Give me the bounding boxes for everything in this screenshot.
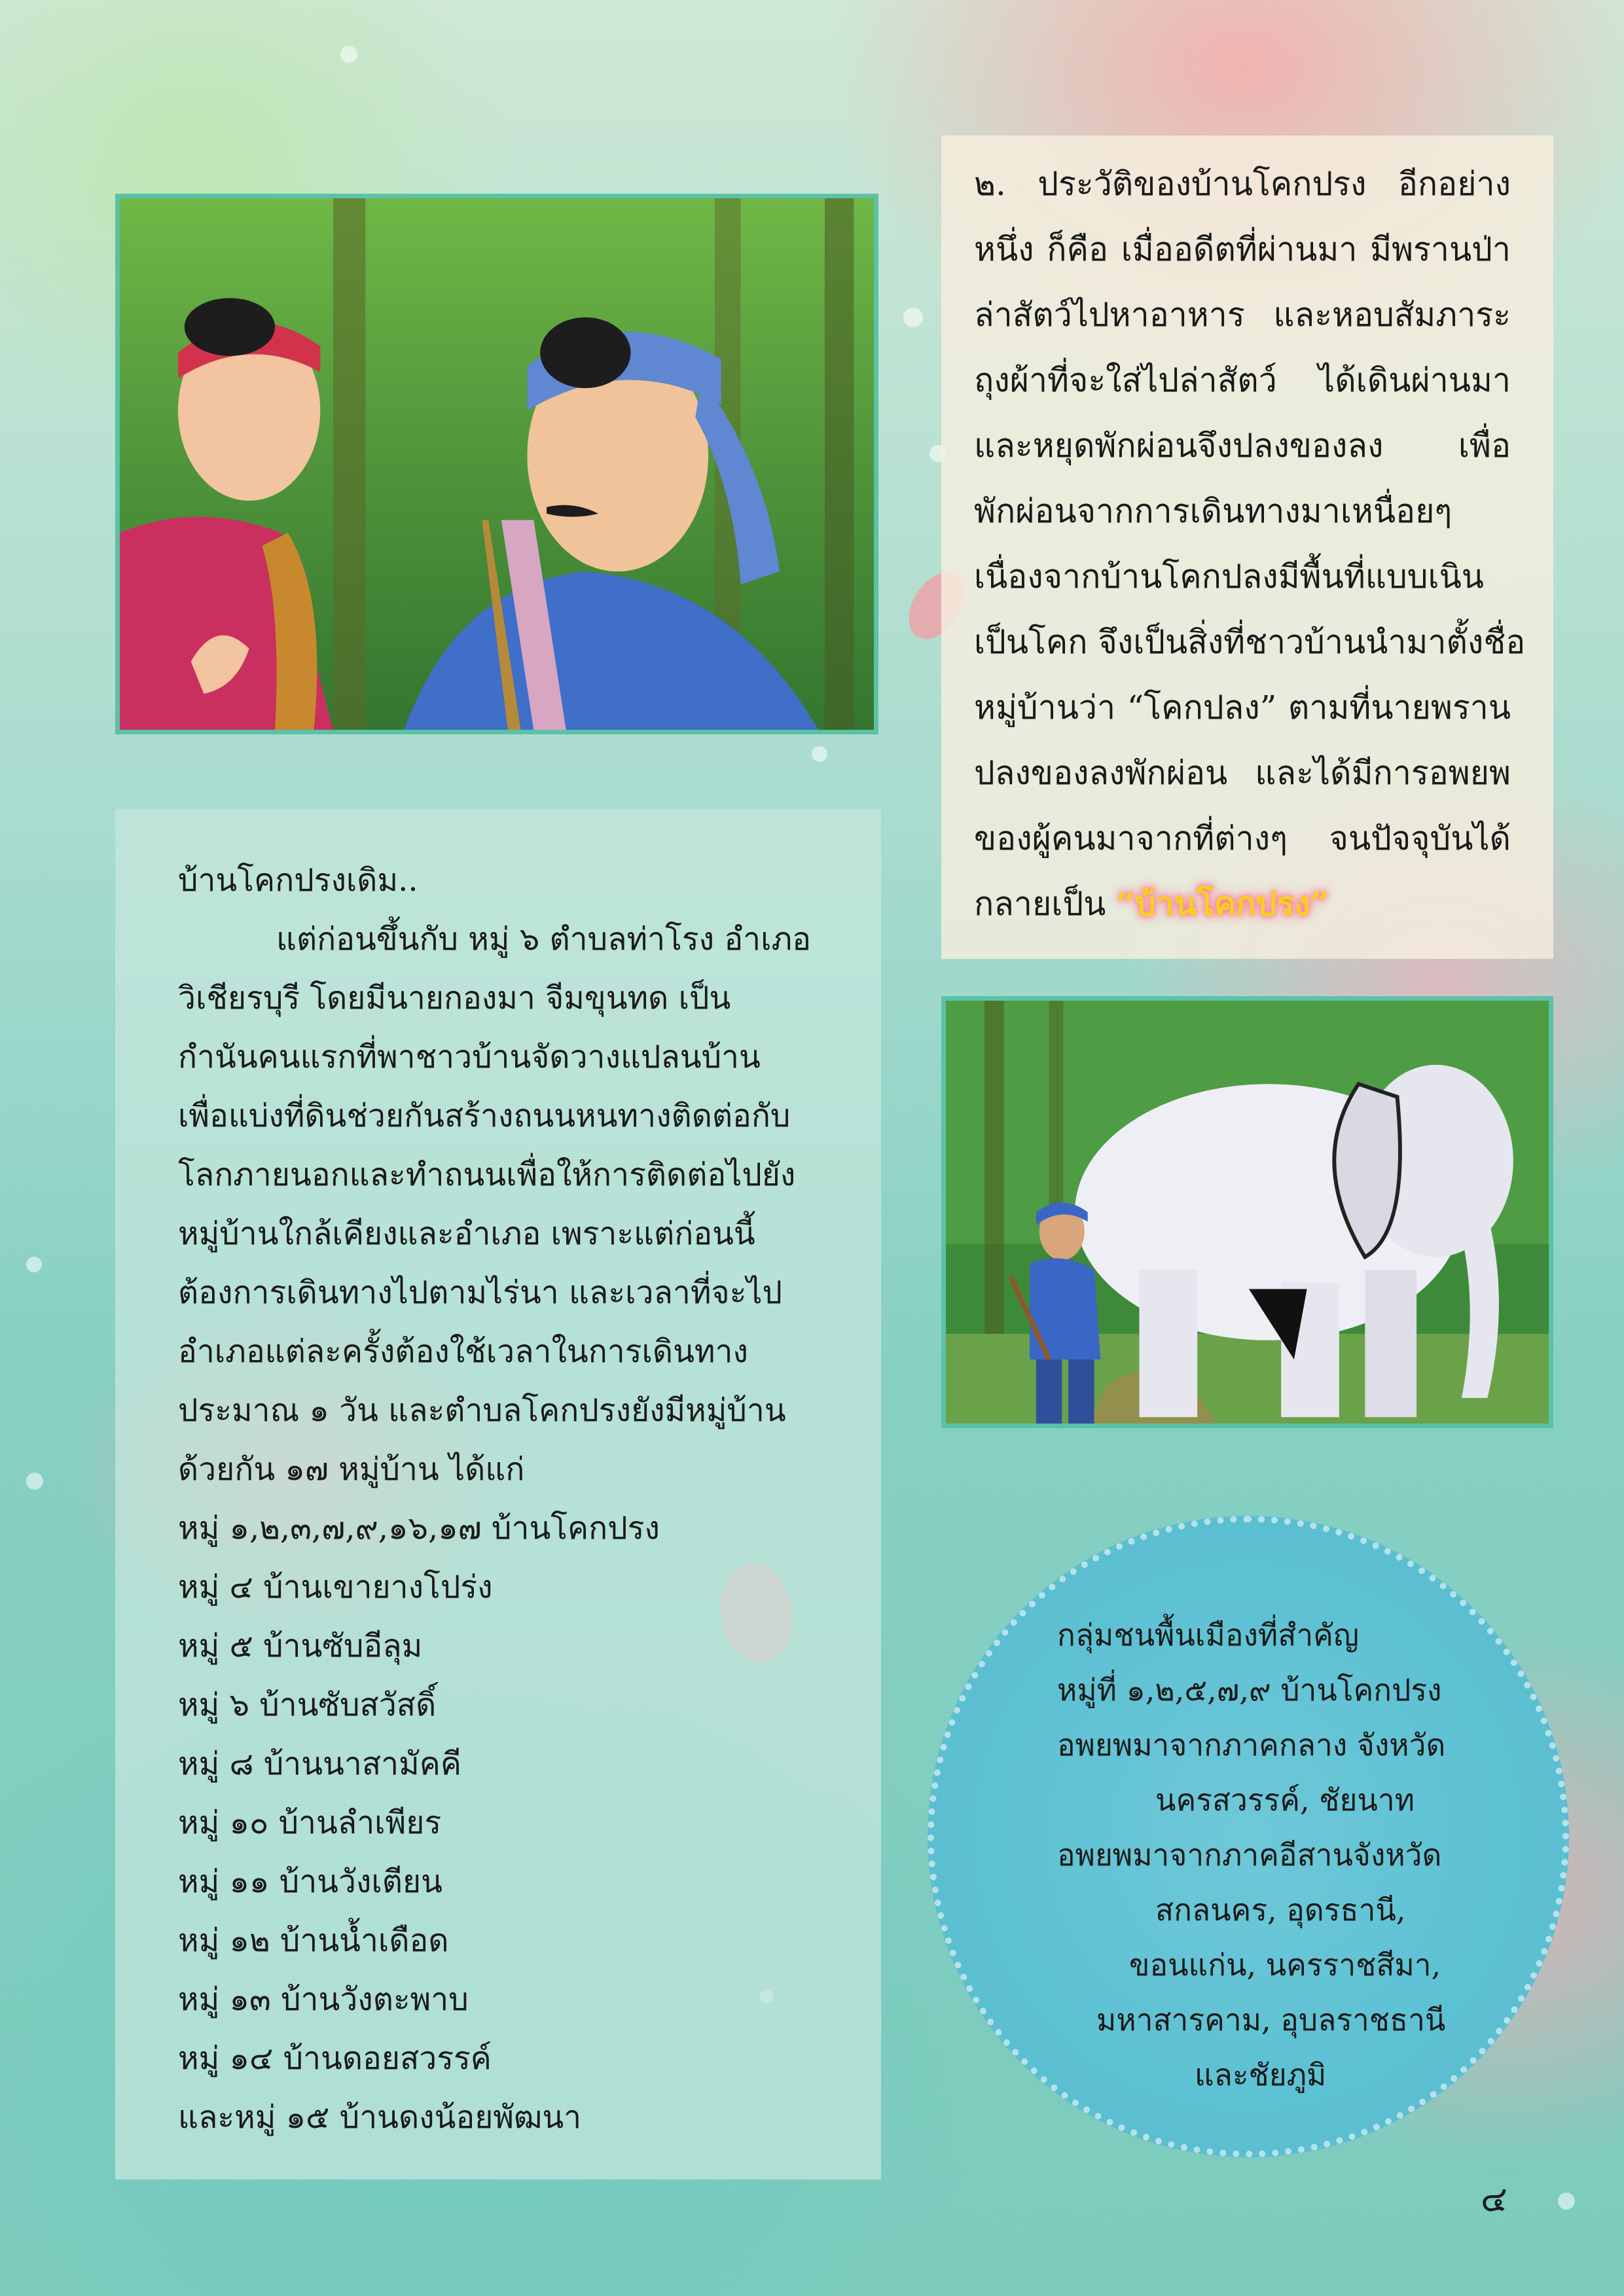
- text-line: ของผู้คนมาจากที่ต่างๆ จนปัจจุบันได้: [974, 819, 1511, 857]
- forest-scene-svg: [120, 198, 874, 730]
- village-item: หมู่ ๑๔ บ้านดอยสวรรค์: [178, 2040, 492, 2077]
- highlight-village-name: “บ้านโคกปรง”: [1116, 884, 1329, 923]
- village-item: หมู่ ๔ บ้านเขายางโปร่ง: [178, 1569, 493, 1605]
- circle-heading: กลุ่มชนพื้นเมืองที่สำคัญ: [1057, 1617, 1360, 1653]
- text-line: หมู่บ้านว่า “โคกปลง” ตามที่นายพราน: [974, 689, 1511, 726]
- text-line: โลกภายนอกและทำถนนเพื่อให้การติดต่อไปยัง: [178, 1157, 796, 1193]
- text-line-last: [974, 871, 1511, 937]
- bokeh-dot: [26, 1257, 42, 1272]
- section-heading: บ้านโคกปรงเดิม..: [178, 862, 418, 899]
- last-line-prefix: กลายเป็น: [974, 885, 1117, 923]
- village-item: หมู่ ๑๐ บ้านลำเพียร: [178, 1804, 442, 1841]
- circle-line: นครสวรรค์, ชัยนาท: [1155, 1782, 1415, 1818]
- text-line: ต้องการเดินทางไปตามไร่นา และเวลาที่จะไป: [178, 1274, 782, 1311]
- history-paragraph: [974, 151, 1526, 937]
- village-item: หมู่ ๑๒ บ้านน้ำเดือด: [178, 1922, 449, 1959]
- circle-line: หมู่ที่ ๑,๒,๕,๗,๙ บ้านโคกปรง: [1057, 1672, 1442, 1708]
- text-line: วิเชียรบุรี โดยมีนายกองมา จีมขุนทด เป็น: [178, 980, 731, 1016]
- text-line: หนึ่ง ก็คือ เมื่ออดีตที่ผ่านมา มีพรานป่า: [974, 230, 1511, 268]
- bokeh-dot: [903, 308, 923, 327]
- bokeh-dot: [1558, 2193, 1575, 2210]
- page-number: ๔: [1481, 2178, 1507, 2219]
- text-line: ๒. ประวัติของบ้านโคกปรง อีกอย่าง: [974, 165, 1511, 203]
- text-line: หมู่บ้านใกล้เคียงและอำเภอ เพราะแต่ก่อนนี้: [178, 1215, 755, 1252]
- text-line: ถุงผ้าที่จะใส่ไปล่าสัตว์ ได้เดินผ่านมา: [974, 361, 1511, 399]
- village-item: หมู่ ๑,๒,๓,๗,๙,๑๖,๑๗ บ้านโคกปรง: [178, 1510, 660, 1547]
- village-item: และหมู่ ๑๕ บ้านดงน้อยพัฒนา: [178, 2099, 582, 2136]
- text-line: ด้วยกัน ๑๗ หมู่บ้าน ได้แก่: [178, 1451, 525, 1488]
- villages-paragraph: [178, 851, 820, 2147]
- text-line: เนื่องจากบ้านโคกปลงมีพื้นที่แบบเนิน: [974, 558, 1484, 596]
- circle-line: สกลนคร, อุดรธานี,: [1155, 1892, 1406, 1928]
- text-line: เป็นโคก จึงเป็นสิ่งที่ชาวบ้านนำมาตั้งชื่อ: [974, 623, 1526, 661]
- text-line: ประมาณ ๑ วัน และตำบลโคกปรงยังมีหมู่บ้าน: [178, 1392, 786, 1429]
- ethnic-groups-text: [1057, 1607, 1445, 2102]
- bokeh-dot: [812, 746, 827, 762]
- circle-line: ขอนแก่น, นครราชสีมา,: [1129, 1947, 1441, 1982]
- text-line: ปลงของลงพักผ่อน และได้มีการอพยพ: [974, 754, 1511, 792]
- village-item: หมู่ ๖ บ้านซับสวัสดิ์: [178, 1687, 437, 1723]
- text-line: และหยุดพักผ่อนจึงปลงของลง เพื่อ: [974, 427, 1511, 465]
- circle-line: และชัยภูมิ: [1195, 2057, 1327, 2092]
- text-line: แต่ก่อนขึ้นกับ หมู่ ๖ ตำบลท่าโรง อำเภอ: [276, 921, 812, 958]
- village-item: หมู่ ๑๓ บ้านวังตะพาบ: [178, 1981, 469, 2018]
- text-line: อำเภอแต่ละครั้งต้องใช้เวลาในการเดินทาง: [178, 1333, 748, 1370]
- bokeh-dot: [26, 1473, 43, 1490]
- text-line: พักผ่อนจากการเดินทางมาเหนื่อยๆ: [974, 492, 1453, 530]
- elephant-scene-svg: [946, 1001, 1549, 1424]
- circle-line: มหาสารคาม, อุบลราชธานี: [1096, 2002, 1446, 2037]
- village-item: หมู่ ๕ บ้านซับอีลุม: [178, 1628, 423, 1664]
- hunters-illustration: [115, 194, 878, 734]
- village-item: หมู่ ๑๑ บ้านวังเตียน: [178, 1863, 442, 1900]
- circle-line: อพยพมาจากภาคกลาง จังหวัด: [1057, 1727, 1446, 1763]
- village-item: หมู่ ๘ บ้านนาสามัคคี: [178, 1746, 461, 1782]
- text-line: เพื่อแบ่งที่ดินช่วยกันสร้างถนนหนทางติดต่อกับ: [178, 1098, 791, 1134]
- bokeh-dot: [340, 46, 357, 63]
- text-line: ล่าสัตว์ไปหาอาหาร และหอบสัมภาระ: [974, 296, 1511, 334]
- text-line: กำนันคนแรกที่พาชาวบ้านจัดวางแปลนบ้าน: [178, 1039, 761, 1075]
- elephant-illustration: [941, 996, 1553, 1428]
- circle-line: อพยพมาจากภาคอีสานจังหวัด: [1057, 1837, 1442, 1873]
